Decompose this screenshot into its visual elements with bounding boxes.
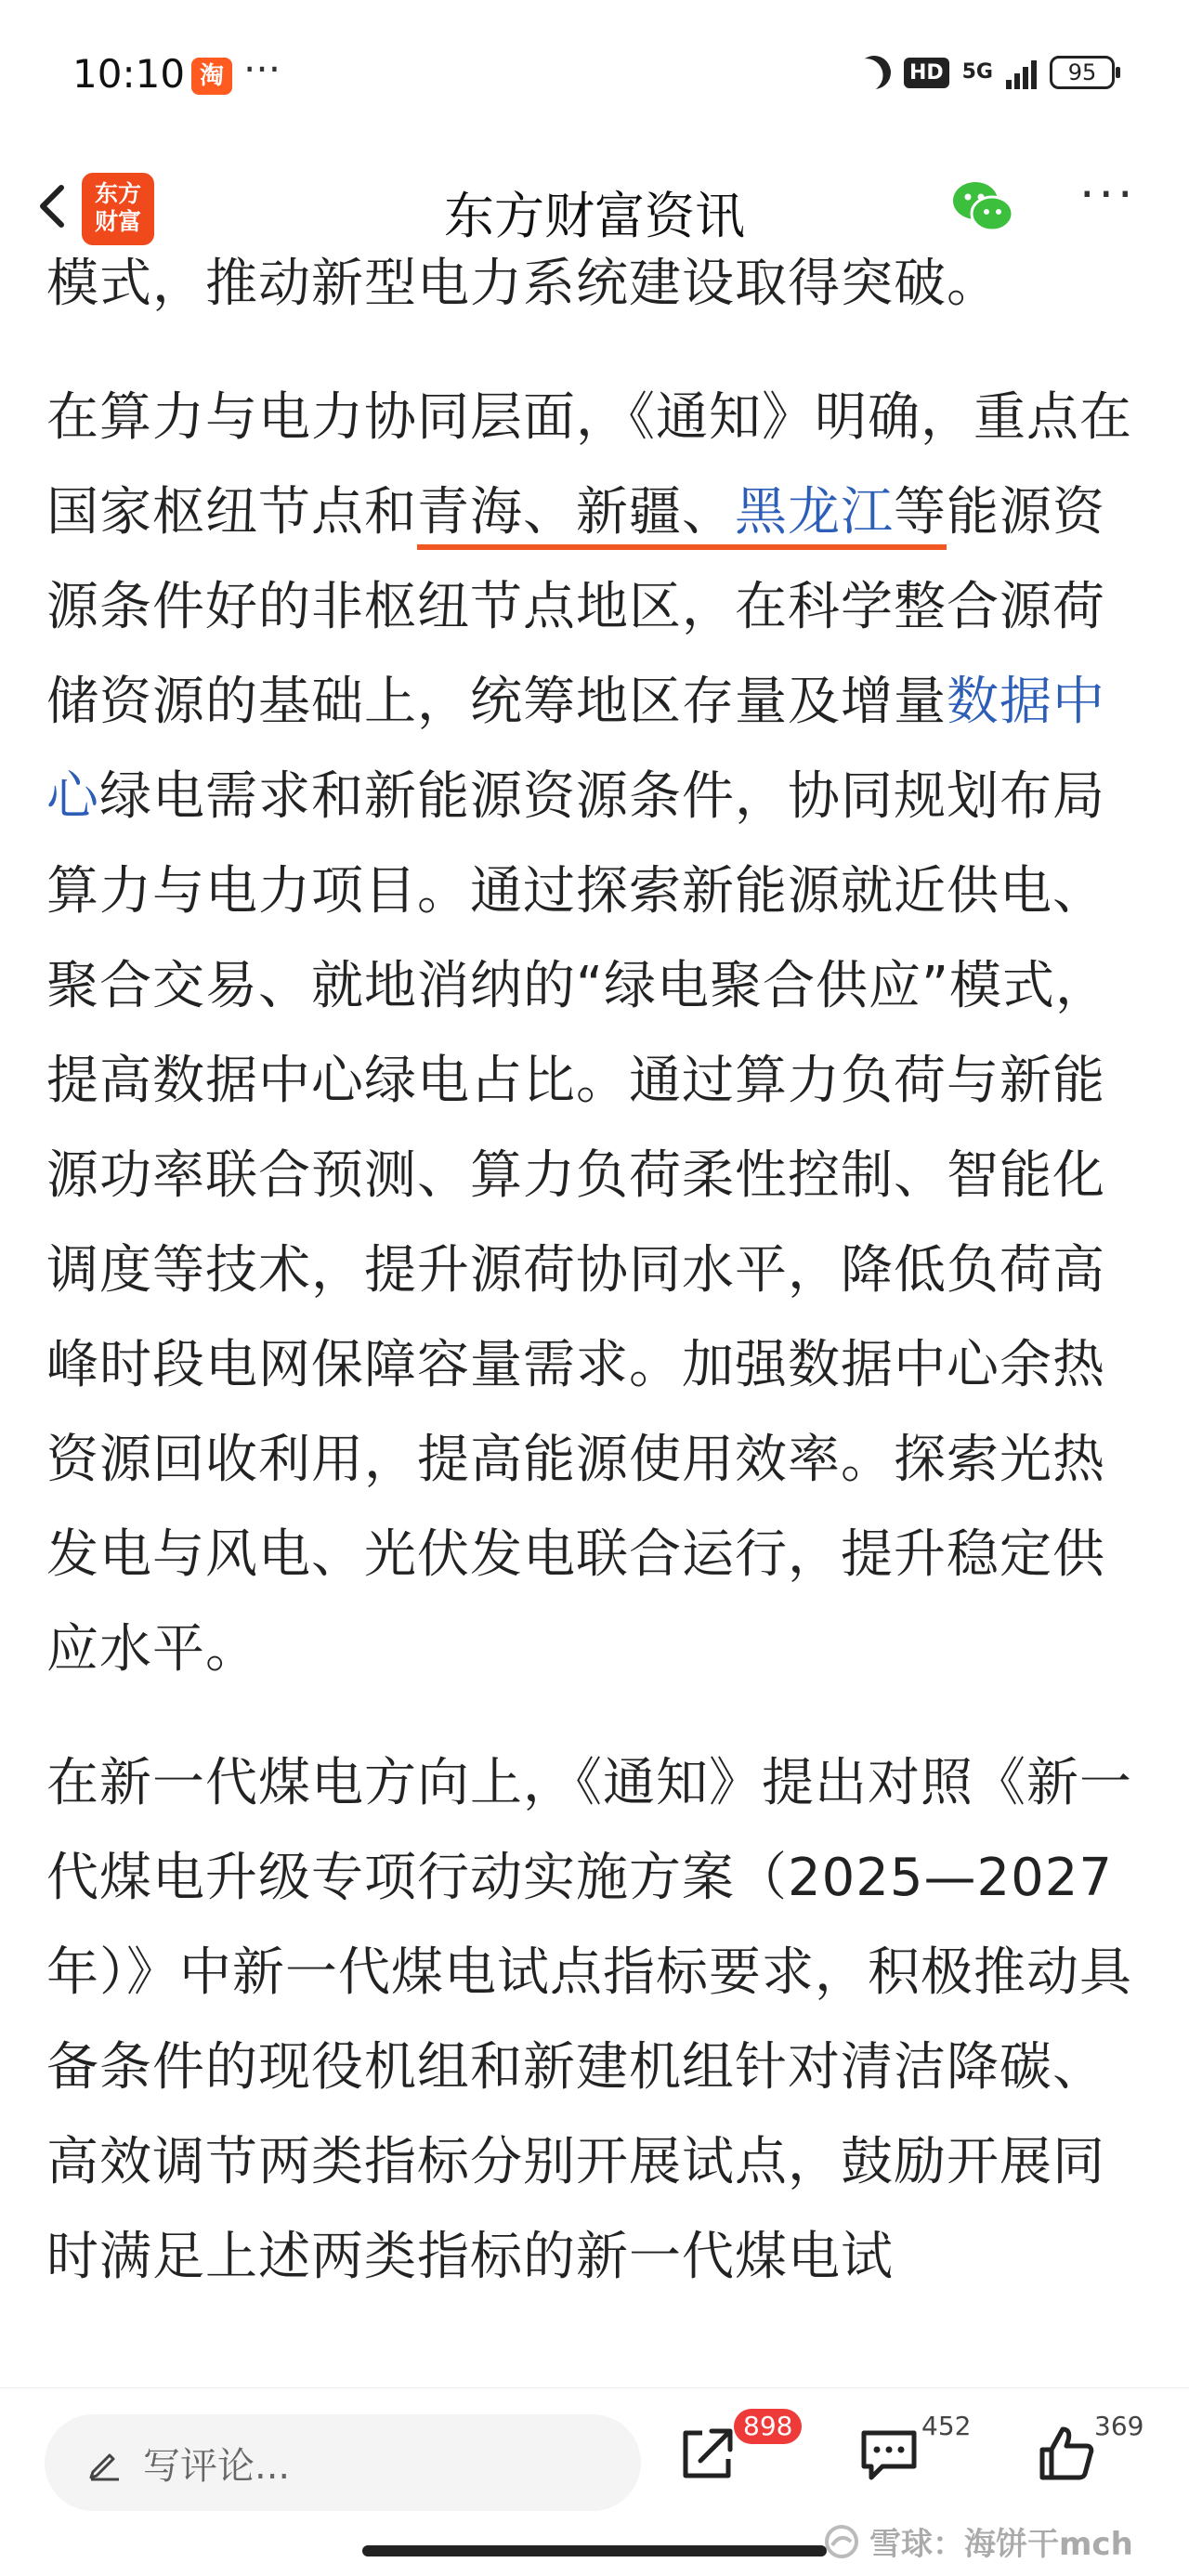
wechat-share-button[interactable] (949, 177, 1016, 238)
home-indicator[interactable] (362, 2545, 827, 2556)
share-count-badge: 898 (734, 2409, 802, 2444)
like-button[interactable] (1037, 2422, 1096, 2483)
article-body (46, 237, 1143, 2305)
pencil-icon (85, 2444, 123, 2481)
page-title: 东方财富资讯 (444, 187, 745, 245)
like-icon (1037, 2422, 1096, 2483)
battery-icon: 95 (1050, 56, 1115, 89)
comment-placeholder: 写评论... (143, 2444, 291, 2488)
article-paragraph-2 (46, 371, 1143, 1697)
share-icon (674, 2420, 741, 2487)
hd-badge: HD (904, 58, 949, 88)
share-button[interactable] (674, 2420, 741, 2487)
article-paragraph-3: 在新一代煤电方向上，《通知》提出对照《新一代煤电升级专项行动实施方案（2025—2027年）》中新一代煤电试点指标要求，积极推动具备条件的现役机组和新建机组针对清洁降碳、高效调节两类指标分别开展试点，鼓励开展同时满足上述两类指标的新一代煤电试 (46, 1753, 1132, 2287)
like-count: 369 (1094, 2411, 1144, 2441)
p2-text-a: 在算力与电力协同层面，《通知》明确，重点在国家枢纽节点和 (46, 387, 1132, 543)
eastmoney-logo (82, 173, 154, 245)
signal-icon (1006, 56, 1037, 89)
snowball-logo-icon (823, 2523, 860, 2560)
comment-icon (858, 2426, 920, 2483)
watermark-text: 雪球：海饼干mch (869, 2526, 1133, 2563)
stock-link-heilongjiang[interactable]: 黑龙江 (735, 482, 894, 543)
comments-count: 452 (921, 2411, 972, 2441)
status-indicators (857, 56, 1115, 89)
article-paragraph-1: 模式，推动新型电力系统建设取得突破。 (46, 254, 1000, 314)
status-bar (0, 0, 1189, 149)
taobao-notification-icon: 淘 (191, 58, 232, 95)
network-type: 5G (961, 60, 993, 84)
p2-underlined-region (417, 482, 947, 543)
stock-link-data-center[interactable]: 数据中心 (46, 672, 1105, 827)
p2-text-regions: 青海、新疆、 (417, 482, 735, 543)
p2-text-deng: 等 (894, 482, 947, 543)
logo-line-2: 财富 (94, 208, 141, 235)
back-button[interactable] (26, 178, 82, 234)
wechat-icon (949, 177, 1016, 238)
p2-text-c: 绿电需求和新能源资源条件，协同规划布局算力与电力项目。通过探索新能源就近供电、聚合交易、就地消纳的“绿电聚合供应”模式，提高数据中心绿电占比。通过算力负荷与新能源功率联合预测、算力负荷柔性控制、智能化调度等技术，提升源荷协同水平，降低负荷高峰时段电网保障容量需求。加强数据中心余热资源回收利用，提高能源使用效率。探索光热发电与风电、光伏发电联合运行，提升稳定供应水平。 (46, 766, 1109, 1680)
status-time: 10:10 (72, 51, 186, 97)
watermark (823, 2518, 1133, 2564)
comment-input[interactable] (45, 2414, 641, 2511)
logo-line-1: 东方 (94, 180, 141, 207)
comments-button[interactable] (858, 2426, 920, 2483)
moon-icon (853, 51, 895, 94)
back-arrow-icon (26, 178, 82, 234)
more-options-button[interactable]: ··· (1079, 167, 1137, 223)
p2-text-b: 能源资源条件好的非枢纽节点地区，在科学整合源荷储资源的基础上，统筹地区存量及增量 (46, 482, 1105, 732)
status-more-notifications: ··· (243, 46, 281, 92)
